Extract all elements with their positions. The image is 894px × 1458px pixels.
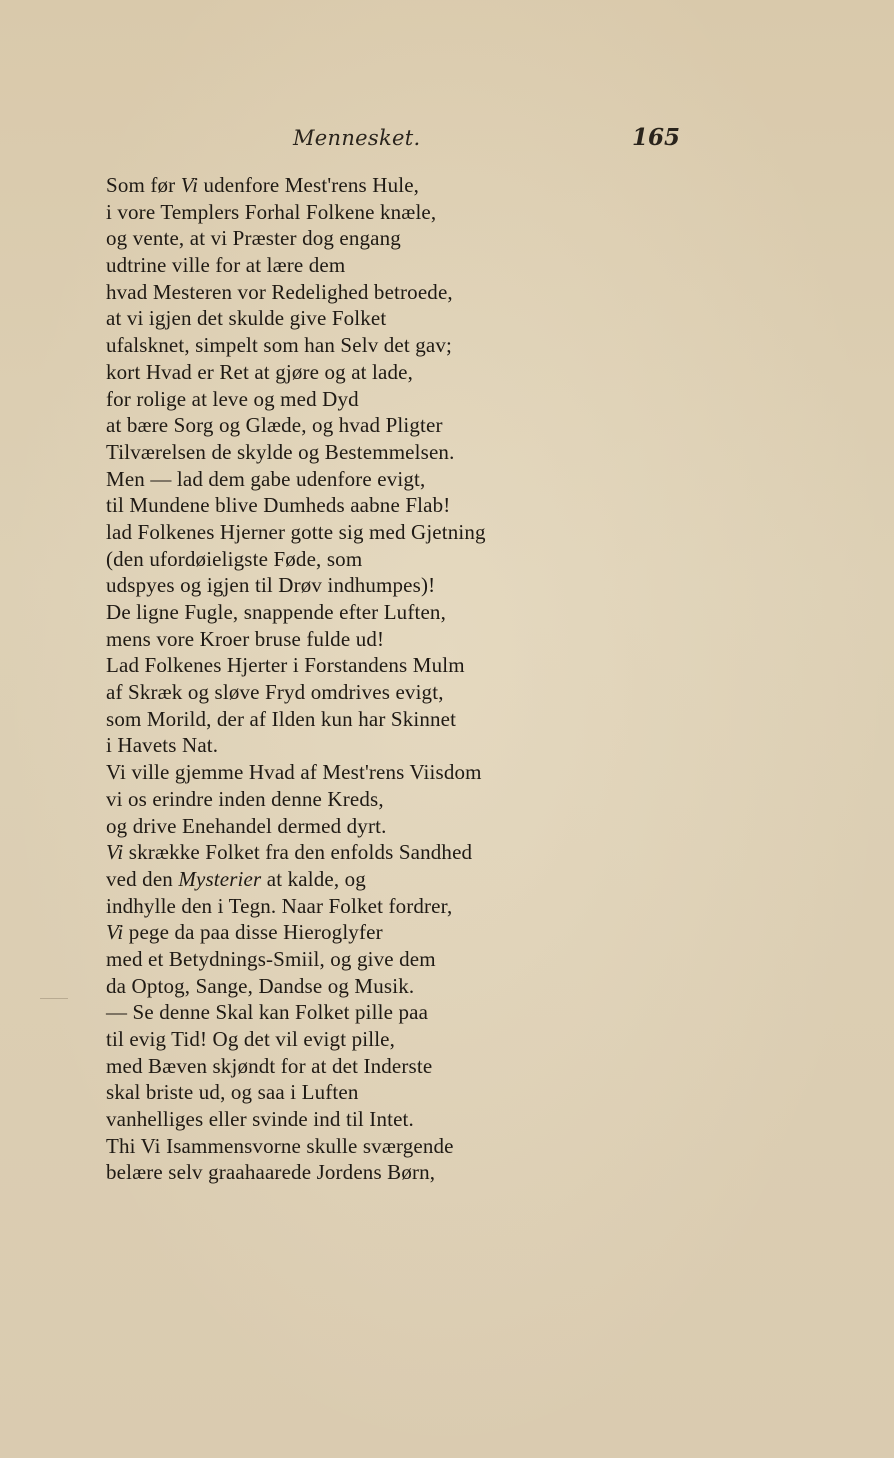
poem-line-emphasis: Vi xyxy=(180,173,199,197)
poem-line xyxy=(106,439,576,466)
poem-line xyxy=(106,893,576,920)
poem-line-emphasis: Vi xyxy=(106,840,124,865)
poem-line xyxy=(106,252,576,279)
poem-line-text: vi os erindre inden denne Kreds, xyxy=(106,786,384,811)
poem-line-text: Men — lad dem gabe udenfore evigt, xyxy=(106,466,426,491)
poem-line xyxy=(106,1026,576,1053)
poem-line-text: indhylle den i Tegn. Naar Folket fordrer, xyxy=(106,893,453,918)
poem-line xyxy=(106,359,576,386)
poem-line xyxy=(106,786,576,813)
poem-line-text: udtrine ville for at lære dem xyxy=(106,253,346,278)
poem-line-text: Som før xyxy=(106,173,181,197)
poem-line xyxy=(106,652,576,679)
poem-line xyxy=(106,519,576,546)
poem-line xyxy=(106,412,576,439)
poem-line xyxy=(106,732,576,759)
poem-line xyxy=(106,1053,576,1080)
poem-line-text: udspyes og igjen til Drøv indhumpes)! xyxy=(106,573,436,598)
poem-line-text: pege da paa disse Hieroglyfer xyxy=(123,920,383,945)
poem-line-text: vanhelliges eller svinde ind til Intet. xyxy=(106,1107,414,1132)
running-title: Mennesket. xyxy=(293,126,421,150)
poem-line-text: i vore Templers Forhal Folkene knæle, xyxy=(106,199,437,224)
poem-line-text: — Se denne Skal kan Folket pille paa xyxy=(106,1000,429,1025)
poem-line xyxy=(106,1079,576,1106)
poem-line-text: i Havets Nat. xyxy=(106,733,219,758)
poem-line-text: lad Folkenes Hjerner gotte sig med Gjetning xyxy=(106,519,486,544)
poem-line xyxy=(106,1133,576,1160)
poem-line xyxy=(106,546,576,573)
poem-line xyxy=(106,225,576,252)
running-head xyxy=(0,124,894,156)
poem-line-emphasis: Mysterier xyxy=(178,866,262,891)
poem-line-emphasis: Vi xyxy=(106,920,124,945)
poem-line xyxy=(106,305,576,332)
poem-line-text: da Optog, Sange, Dandse og Musik. xyxy=(106,973,415,998)
poem-line-text: med et Betydnings-Smiil, og give dem xyxy=(106,946,436,971)
poem-line-text: udenfore Mest'rens Hule, xyxy=(198,173,420,197)
poem-line-text: som Morild, der af Ilden kun har Skinnet xyxy=(106,706,457,731)
poem-line xyxy=(106,332,576,359)
poem-line-text: skal briste ud, og saa i Luften xyxy=(106,1080,359,1105)
poem-line xyxy=(106,386,576,413)
poem-line xyxy=(106,706,576,733)
poem-line xyxy=(106,492,576,519)
poem-line xyxy=(106,813,576,840)
poem-line xyxy=(106,1106,576,1133)
poem-line-text: Lad Folkenes Hjerter i Forstandens Mulm xyxy=(106,653,465,678)
poem-line xyxy=(106,279,576,306)
page-number: 165 xyxy=(632,124,681,151)
poem-line-text: og vente, at vi Præster dog engang xyxy=(106,226,401,251)
poem-line-text: at bære Sorg og Glæde, og hvad Pligter xyxy=(106,413,443,438)
poem-text xyxy=(106,172,576,1186)
poem-line-text: med Bæven skjøndt for at det Inderste xyxy=(106,1053,433,1078)
poem-line-text: af Skræk og sløve Fryd omdrives evigt, xyxy=(106,680,444,705)
poem-line-text: Tilværelsen de skylde og Bestemmelsen. xyxy=(106,439,455,464)
poem-line-text: Thi Vi Isammensvorne skulle sværgende xyxy=(106,1133,454,1158)
poem-line xyxy=(106,839,576,866)
poem-line xyxy=(106,946,576,973)
poem-line xyxy=(106,866,576,893)
poem-line xyxy=(106,919,576,946)
poem-line xyxy=(106,172,576,199)
poem-line xyxy=(106,759,576,786)
poem-line-text: ufalsknet, simpelt som han Selv det gav; xyxy=(106,333,453,358)
poem-line-text: at vi igjen det skulde give Folket xyxy=(106,306,387,331)
poem-line-text: at kalde, og xyxy=(261,866,366,891)
poem-line-text: til evig Tid! Og det vil evigt pille, xyxy=(106,1027,396,1051)
poem-line xyxy=(106,199,576,226)
poem-line xyxy=(106,599,576,626)
poem-line xyxy=(106,466,576,493)
poem-line-text: belære selv graahaarede Jordens Børn, xyxy=(106,1160,436,1185)
poem-line-text: mens vore Kroer bruse fulde ud! xyxy=(106,626,385,651)
poem-line xyxy=(106,1159,576,1186)
poem-line-text: for rolige at leve og med Dyd xyxy=(106,386,359,411)
poem-line xyxy=(106,973,576,1000)
poem-line-text: De ligne Fugle, snappende efter Luften, xyxy=(106,600,446,624)
poem-line xyxy=(106,626,576,653)
poem-line-text: Vi ville gjemme Hvad af Mest'rens Viisdom xyxy=(106,760,482,785)
poem-line-text: til Mundene blive Dumheds aabne Flab! xyxy=(106,493,451,518)
margin-mark xyxy=(40,998,68,999)
poem-line-text: skrække Folket fra den enfolds Sandhed xyxy=(123,840,473,865)
poem-line xyxy=(106,572,576,599)
poem-line-text: hvad Mesteren vor Redelighed betroede, xyxy=(106,279,453,304)
poem-line-text: (den ufordøieligste Føde, som xyxy=(106,546,363,571)
poem-line xyxy=(106,999,576,1026)
poem-line-text: kort Hvad er Ret at gjøre og at lade, xyxy=(106,359,414,384)
poem-line-text: og drive Enehandel dermed dyrt. xyxy=(106,813,387,838)
poem-line xyxy=(106,679,576,706)
poem-line-text: ved den xyxy=(106,866,179,891)
